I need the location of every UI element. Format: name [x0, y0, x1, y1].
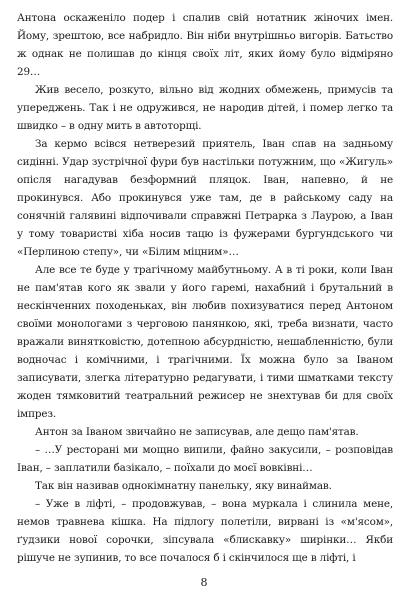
paragraph: Антон за Іваном звичайно не записував, але дещо пам'ятав. — [35, 426, 359, 438]
text-body — [17, 9, 393, 567]
paragraph: Антона оскаженіло подер і спалив свій нотатник жіночих імен. Йому, зрештою, все набридло. Він ніби внутрішньо вигорів. Батьство ж однак не полишав до кінця своїх літ, яких йому було відміряно 29… — [17, 12, 393, 78]
paragraph: Так він називав однокімнатну панельку, яку винаймав. — [35, 480, 332, 492]
paragraph: Жив весело, розкуто, вільно від жодних обмежень, примусів та упереджень. Так і не одружився, не народив дітей, і помер легко та швидко – в одну мить в автоторщі. — [17, 84, 393, 132]
paragraph: – Уже в ліфті, – продовжував, – вона муркала і слинила мене, немов травнева кішка. На підлогу полетіли, вирвані із «м'ясом», ґудзики нової сорочки, зіпсувала «блискавку» ширінки… Якби рішуче не зупинив, то все почалося б і скінчилося ще в ліфті, і — [17, 498, 393, 564]
paragraph: Але все те буде у трагічному майбутньому. А в ті роки, коли Іван не пам'ятав кого як звали у його гаремі, нахабний і брутальний в нескінченних походеньках, він любив похизуватися перед Антоном своїми монологами з черговою панянкою, які, треба визнати, часто вражали винятковістю, дотепною абсурдністю, нешабленністю, були водночас і комічними, і трагічними. Їх можна було за Іваном записувати, злегка літературно редагувати, і тими шматками тексту жоден тямковитий театральний режисер не знехтував би для своїх імпрез. — [17, 264, 393, 420]
page-number: 8 — [200, 576, 208, 589]
paragraph: За кермо всівся нетверезий приятель, Іван спав на задньому сидінні. Удар зустрічної фури був настільки потужним, що «Жигуль» опісля нагадував безформний пляцок. Іван, напевно, й не прокинувся. Або прокинувся уже там, де в райському саду на сонячній галявині відпочивали справжні Петрарка з Лаурою, а Іван у тому товаристві хіба носив тацю із фужерами бургундського чи «Перлиною степу», чи «Білим міцним»… — [17, 138, 393, 258]
paragraph: – …У ресторані ми мощно випили, файно закусили, – розповідав Іван, – заплатили базікало, – поїхали до моєї вовківні… — [17, 444, 393, 474]
